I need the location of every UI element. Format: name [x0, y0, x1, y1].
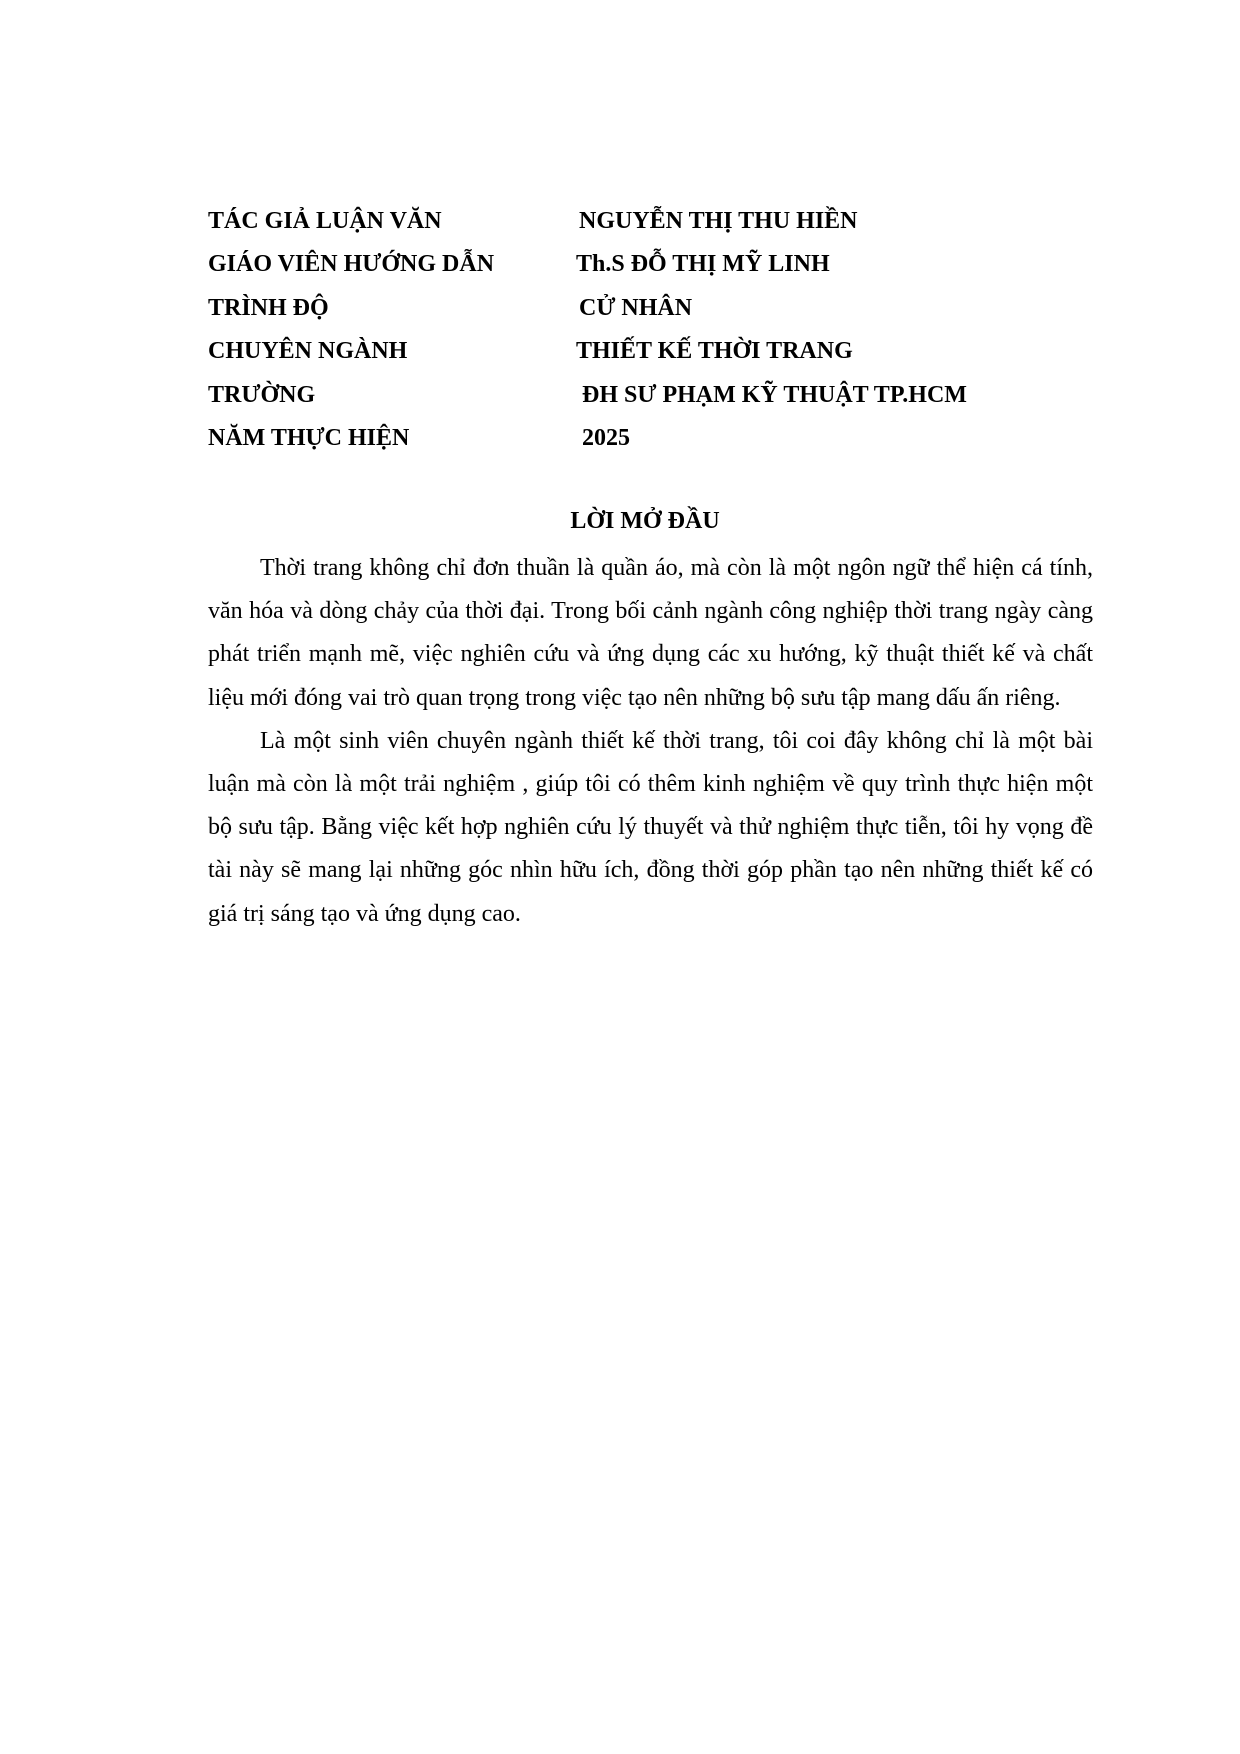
info-value: CỬ NHÂN [579, 294, 693, 321]
preface-paragraph: Thời trang không chỉ đơn thuần là quần áo, mà còn là một ngôn ngữ thể hiện cá tính, văn hóa và dòng chảy của thời đại. Trong bối cảnh ngành công nghiệp thời trang ngày càng phát triển mạnh mẽ, việc nghiên cứu và ứng dụng các xu hướng, kỹ thuật thiết kế và chất liệu mới đóng vai trò quan trọng trong việc tạo nên những bộ sưu tập mang dấu ấn riêng. [208, 555, 1093, 711]
info-value: 2025 [582, 424, 630, 451]
info-row-level [208, 287, 1008, 330]
info-row-author [208, 200, 1008, 243]
info-label: GIÁO VIÊN HƯỚNG DẪN [208, 251, 495, 278]
info-value: Th.S ĐỖ THỊ MỸ LINH [576, 251, 830, 278]
info-row-school [208, 374, 1008, 417]
info-value: NGUYỄN THỊ THU HIỀN [579, 208, 858, 234]
preface-paragraph: Là một sinh viên chuyên ngành thiết kế thời trang, tôi coi đây không chỉ là một bài luận mà còn là một trải nghiệm , giúp tôi có thêm kinh nghiệm về quy trình thực hiện một bộ sưu tập. Bằng việc kết hợp nghiên cứu lý thuyết và thử nghiệm thực tiễn, tôi hy vọng đề tài này sẽ mang lại những góc nhìn hữu ích, đồng thời góp phần tạo nên những thiết kế có giá trị sáng tạo và ứng dụng cao. [208, 727, 1093, 927]
preface-title: LỜI MỞ ĐẦU [570, 508, 720, 534]
thesis-info-table [208, 200, 1008, 460]
info-label: TRÌNH ĐỘ [208, 294, 329, 321]
info-label: NĂM THỰC HIỆN [208, 424, 410, 451]
info-label: CHUYÊN NGÀNH [208, 338, 408, 365]
info-row-year [208, 417, 1008, 460]
info-row-major [208, 330, 1008, 373]
info-value: THIẾT KẾ THỜI TRANG [576, 338, 853, 365]
info-row-supervisor [208, 243, 1008, 286]
info-label: TRƯỜNG [208, 381, 316, 408]
preface-body [208, 547, 1093, 936]
info-label: TÁC GIẢ LUẬN VĂN [208, 208, 442, 234]
info-value: ĐH SƯ PHẠM KỸ THUẬT TP.HCM [582, 381, 967, 408]
